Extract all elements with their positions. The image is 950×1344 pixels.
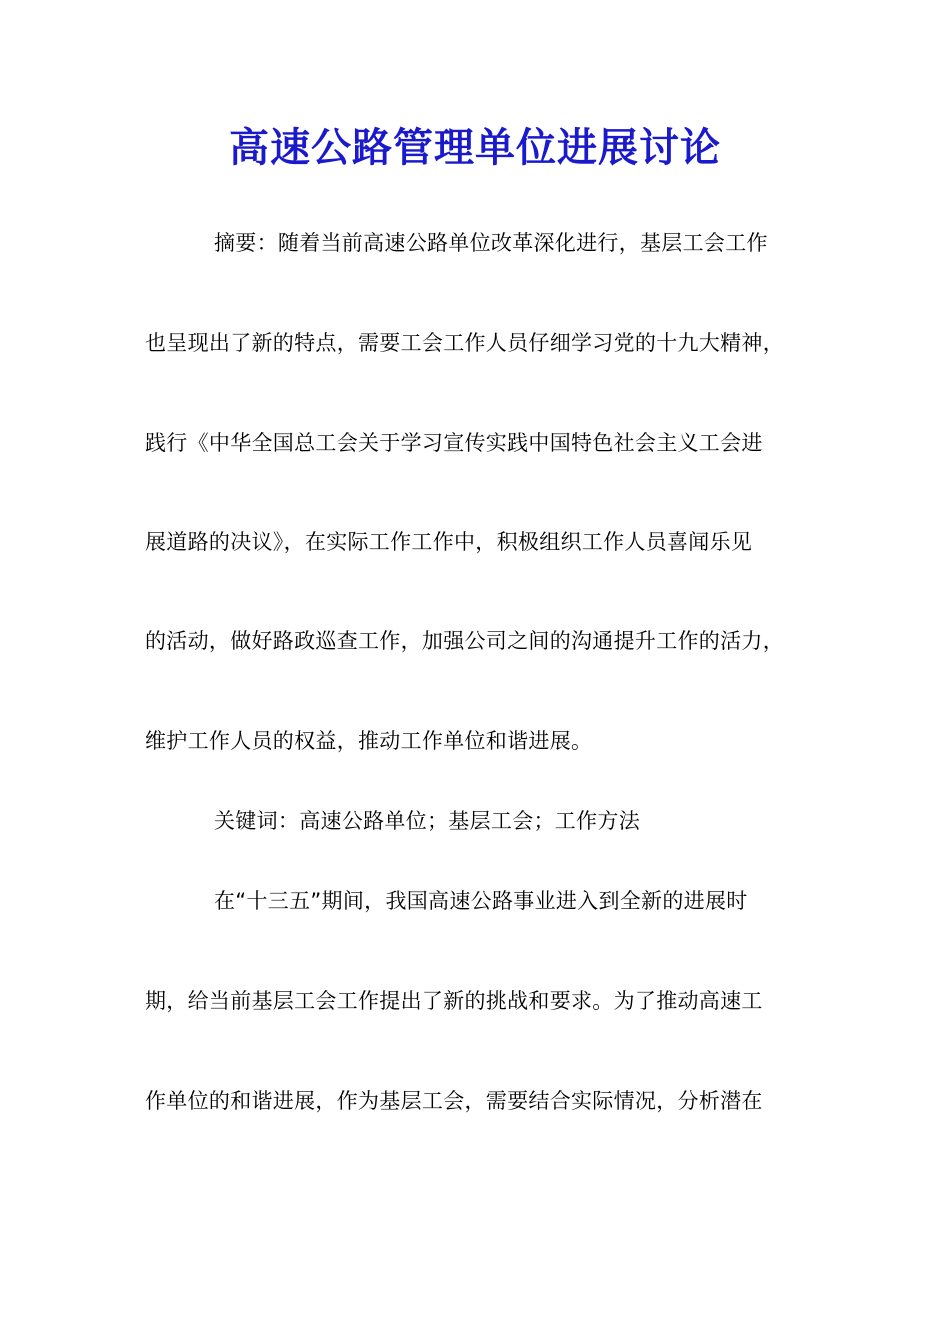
- abstract-line-4: 展道路的决议》，在实际工作工作中，积极组织工作人员喜闻乐见: [145, 530, 753, 554]
- abstract-line-2: 也呈现出了新的特点，需要工会工作人员仔细学习党的十九大精神，: [145, 331, 784, 355]
- body-line-2: 期，给当前基层工会工作提出了新的挑战和要求。为了推动高速工: [145, 989, 763, 1013]
- abstract-line-1: 摘要：随着当前高速公路单位改革深化进行，基层工会工作: [214, 231, 768, 255]
- abstract-line-5: 的活动，做好路政巡查工作，加强公司之间的沟通提升工作的活力，: [145, 629, 784, 653]
- abstract-line-3: 践行《中华全国总工会关于学习宣传实践中国特色社会主义工会进: [145, 431, 763, 455]
- document-title: 高速公路管理单位进展讨论: [229, 124, 721, 171]
- abstract-line-6: 维护工作人员的权益，推动工作单位和谐进展。: [145, 729, 593, 753]
- body-line-3: 作单位的和谐进展，作为基层工会，需要结合实际情况，分析潜在: [145, 1089, 763, 1113]
- body-line-1: 在“十三五”期间，我国高速公路事业进入到全新的进展时: [214, 889, 748, 913]
- keywords-line: 关键词：高速公路单位；基层工会；工作方法: [214, 809, 640, 833]
